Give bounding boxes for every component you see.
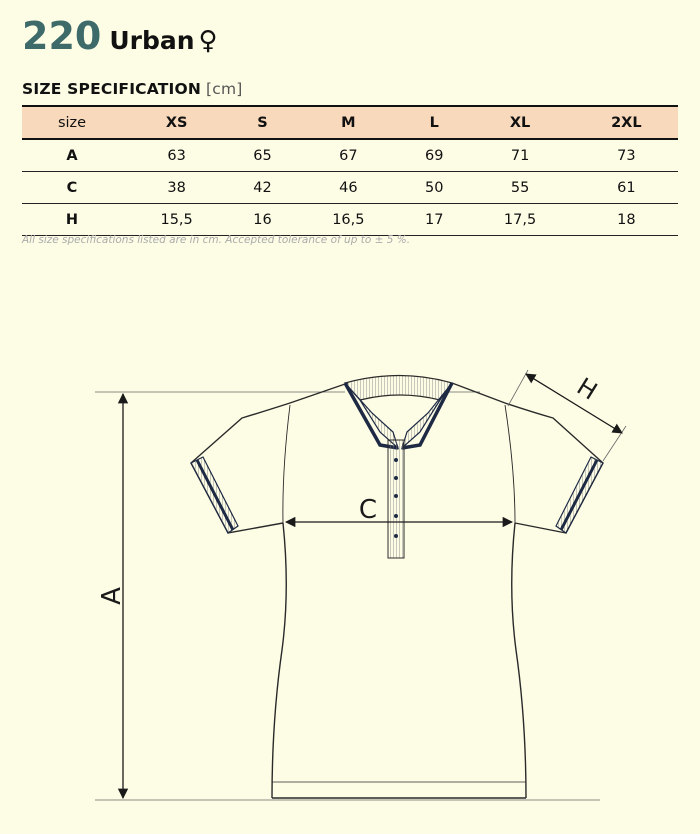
column-header: XS <box>122 106 231 139</box>
table-cell: 42 <box>253 179 272 196</box>
measure-a <box>97 394 127 798</box>
table-cell: 15,5 <box>160 211 193 228</box>
table-cell: 73 <box>617 147 636 164</box>
table-cell: 55 <box>510 179 530 196</box>
placket <box>388 440 404 558</box>
table-cell: 16 <box>253 211 272 228</box>
table-cell: 50 <box>424 179 444 196</box>
table-cell: 16,5 <box>332 211 365 228</box>
table-cell: 61 <box>617 179 636 196</box>
column-header: XL <box>465 106 574 139</box>
column-header: 2XL <box>575 106 678 139</box>
column-header: L <box>403 106 465 139</box>
table-cell: 65 <box>253 147 272 164</box>
table-cell: 63 <box>167 147 186 164</box>
measure-h <box>508 370 626 461</box>
table-cell: 17 <box>424 211 444 228</box>
button-dot <box>394 476 398 480</box>
table-cell: 71 <box>510 147 530 164</box>
label-c: C <box>358 495 378 525</box>
table-cell: 17,5 <box>503 211 537 228</box>
tolerance-note: All size specifications listed are in cm. Accepted tolerance of up to ± 5 %. <box>22 234 411 246</box>
table-cell: 38 <box>167 179 186 196</box>
button-dot <box>394 534 398 538</box>
row-label: A <box>66 147 78 164</box>
collar <box>345 376 452 449</box>
button-dot <box>394 458 398 462</box>
row-label: C <box>66 179 78 196</box>
table-cell: 69 <box>424 147 444 164</box>
label-a: A <box>97 587 127 605</box>
model-name: Urban <box>109 26 195 55</box>
row-label: H <box>65 211 79 228</box>
column-header: S <box>231 106 293 139</box>
spec-title: SIZE SPECIFICATION <box>22 80 202 98</box>
spec-unit: [cm] <box>206 80 243 98</box>
column-header: M <box>294 106 403 139</box>
table-cell: 67 <box>339 147 358 164</box>
button-dot <box>394 494 398 498</box>
model-number: 220 <box>22 14 102 58</box>
table-cell: 18 <box>617 211 636 228</box>
column-header: size <box>22 106 122 139</box>
female-icon: ♀ <box>198 26 218 56</box>
button-dot <box>394 514 398 518</box>
label-h: H <box>571 372 603 406</box>
table-cell: 46 <box>339 179 358 196</box>
